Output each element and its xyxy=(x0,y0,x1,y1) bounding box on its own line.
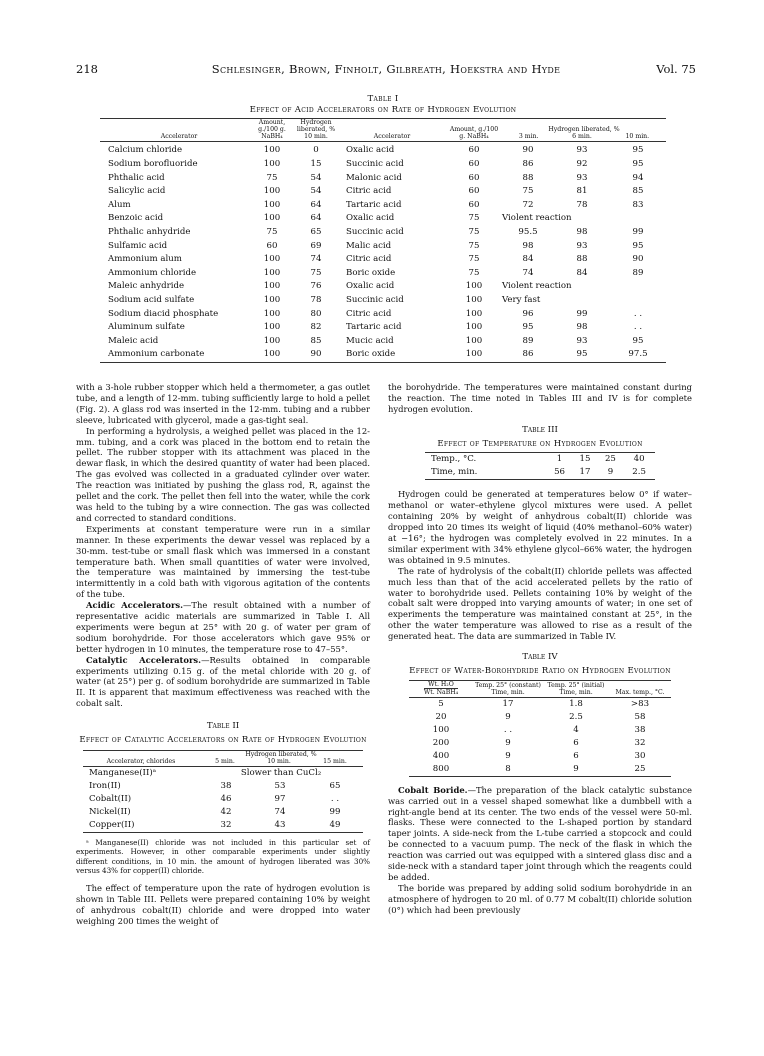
left-para-4 xyxy=(76,600,370,655)
acidic-accelerators-text: —The result obtained with a number of representative acidic materials are summarized in Table I. All experiments were begun at 25° with 20 g. of water per gram of sodium borohydride. For those accelerators which gave 95% or better hydrogen in 10 minutes, the temperature rose to 47–55°. xyxy=(76,600,370,654)
right-para-2: Hydrogen could be generated at temperatures below 0° if water–methanol or water–ethylene glycol mixtures were used. A pellet containing 20% by weight of anhydrous cobalt(II) chloride was dropped into 20 times its weight of liquid (40% methanol–60% water) at −16°; the hydrogen was completely evolved in 22 minutes. In a similar experiment with 34% ethylene glycol–66% water, the hydrogen was obtained in 9.5 minutes. xyxy=(388,489,692,565)
t3-row-time xyxy=(425,466,655,480)
page-number: 218 xyxy=(76,62,98,76)
table-2-label: Table II xyxy=(206,721,240,732)
t2-cell-v5: 42 xyxy=(220,806,232,817)
authors-line: Schlesinger, Brown, Finholt, Gilbreath, Hoekstra and Hyde xyxy=(211,62,561,76)
t2-cell-v10: 97 xyxy=(274,793,286,804)
t4-cell-c: 25 xyxy=(634,763,646,774)
t4-col-initial: Temp. 25° (initial) Time, min. xyxy=(543,680,609,697)
t3-temp-1: 1 xyxy=(556,454,563,465)
t1-cell-h3: 84 xyxy=(522,254,534,265)
t1-cell-a: Aluminum sulfate xyxy=(108,322,185,333)
t1-cell-h10: 90 xyxy=(632,254,644,265)
t1-cell-amt2: 75 xyxy=(468,213,480,224)
t3-time-2: 17 xyxy=(579,467,591,478)
t1-cell-h3: 74 xyxy=(522,267,534,278)
t4-cell-a: 8 xyxy=(505,763,511,774)
t2-cell-v15: 49 xyxy=(329,819,341,830)
left-para-5 xyxy=(76,655,370,710)
t2-cell-v15: . . xyxy=(330,793,340,804)
table-row xyxy=(83,819,363,833)
t1-cell-b: Citric acid xyxy=(346,186,392,197)
right-para-3: The rate of hydrolysis of the cobalt(II) chloride pellets was affected much less than that of the acid accelerated pellets by the ratio of water to borohydride used. Pellets containing 10% by weight of the cobalt salt were dropped into varying amounts of water; in one set of experiments the temperature was maintained constant at 25°, in the other the water temperature was allowed to rise as a result of the generated heat. The data are summarized in Table IV. xyxy=(388,565,692,642)
table-row xyxy=(100,335,666,349)
t4-cell-b: 6 xyxy=(573,737,579,748)
table-1-label: Table I xyxy=(367,94,399,104)
t3-temp-2: 15 xyxy=(579,454,591,465)
right-para-4 xyxy=(388,785,692,883)
t1-cell-h10: 85 xyxy=(632,186,644,197)
t1-cell-b: Oxalic acid xyxy=(346,213,395,224)
t1-cell-b: Oxalic acid xyxy=(346,145,395,156)
t1-cell-amt2: 100 xyxy=(465,322,483,333)
t1-cell-a: Ammonium alum xyxy=(108,254,182,265)
t4-cell-r: 200 xyxy=(432,737,450,748)
t1-cell-amt: 100 xyxy=(263,349,281,360)
t4-cell-b: 6 xyxy=(573,750,579,761)
t3-temp-4: 40 xyxy=(633,454,645,465)
t1-cell-a: Maleic acid xyxy=(108,335,159,346)
t1-cell-h3: 95.5 xyxy=(518,227,538,238)
t2-cell-accelerator: Manganese(II)ᵃ xyxy=(89,767,157,778)
t1-cell-h10: 97.5 xyxy=(628,349,648,360)
t1-cell-h3: 98 xyxy=(522,240,534,251)
cobalt-boride-heading: Cobalt Boride. xyxy=(398,784,468,795)
t4-cell-b: 1.8 xyxy=(569,698,583,709)
t3-time-1: 56 xyxy=(554,467,565,478)
table-row xyxy=(100,158,666,172)
t2-cell-v15: 65 xyxy=(329,780,341,791)
t2-cell-v10: 43 xyxy=(274,819,286,830)
t1-col-10min: 10 min. xyxy=(625,133,650,141)
t4-cell-r: 5 xyxy=(438,698,444,709)
t1-cell-h3: 89 xyxy=(522,335,534,346)
t2-cell-v5: 38 xyxy=(220,780,232,791)
table-row xyxy=(100,294,666,308)
t1-cell-a: Phthalic anhydride xyxy=(108,227,191,238)
left-para-1: with a 3-hole rubber stopper which held a thermometer, a gas outlet tube, and a length of 12-mm. tubing sufficiently large to hold a pellet (Fig. 2). A glass rod was inserted in the 12-mm. tubing and a rubber sleeve, lubricated with glycerol, made a gas-tight seal. xyxy=(76,382,370,425)
t4-body xyxy=(409,697,671,776)
t1-cell-h3: 86 xyxy=(522,349,534,360)
t3-time-label: Time, min. xyxy=(431,467,478,478)
table-1 xyxy=(100,94,666,363)
left-para-3: Experiments at constant temperature were run in a similar manner. In these experiments the dewar vessel was replaced by a 30-mm. test-tube or small flask which was immersed in a constant temperature bath. When small quantities of water were involved, the temperature was maintained by immersing the test-tube intermittently in a cold bath with vigorous agitation of the contents of the tube. xyxy=(76,523,370,600)
table-row xyxy=(83,766,363,780)
t1-cell-h6: 99 xyxy=(576,308,588,319)
t1-cell-h6: 95 xyxy=(576,349,588,360)
t1-cell-h10: 95 xyxy=(632,335,644,346)
t4-cell-a: . . xyxy=(503,724,513,735)
t3-time-3: 9 xyxy=(607,467,614,478)
t1-cell-h10: 95 xyxy=(632,145,644,156)
t1-cell-amt2: 100 xyxy=(465,335,483,346)
t4-col-maxtemp: Max. temp., °C. xyxy=(609,680,671,697)
t4-ratio-denominator: Wt. NaBH₄ xyxy=(423,688,459,696)
right-column xyxy=(388,382,692,916)
t1-cell-h6: 81 xyxy=(576,186,588,197)
t1-cell-h10: 95 xyxy=(632,240,644,251)
t1-cell-h10: . . xyxy=(633,308,643,319)
t1-cell-h10: 89 xyxy=(632,267,644,278)
running-header xyxy=(76,62,696,78)
t1-cell-amt: 100 xyxy=(263,281,281,292)
t1-cell-amt: 100 xyxy=(263,145,281,156)
table-row xyxy=(100,321,666,335)
t2-cell-span: Slower than CuCl₂ xyxy=(240,767,322,778)
table-row xyxy=(409,737,671,750)
t1-cell-a: Calcium chloride xyxy=(108,145,183,156)
t1-cell-h: 15 xyxy=(310,159,322,170)
t1-cell-span: Violent reaction xyxy=(502,213,572,224)
t1-body xyxy=(100,142,666,363)
t1-cell-h: 74 xyxy=(310,254,322,265)
table-3-title: Effect of Temperature on Hydrogen Evolution xyxy=(437,438,643,449)
t1-col-hydrogen: Hydrogen liberated, % 10 min. xyxy=(294,119,338,142)
table-row xyxy=(100,240,666,254)
table-4 xyxy=(409,680,671,777)
t1-cell-h6: 93 xyxy=(576,145,588,156)
t1-cell-b: Succinic acid xyxy=(346,295,404,305)
t1-cell-amt2: 75 xyxy=(468,240,480,251)
t1-cell-a: Salicylic acid xyxy=(108,186,166,197)
t1-cell-amt2: 100 xyxy=(465,308,483,319)
t1-cell-amt2: 75 xyxy=(468,227,480,238)
t1-cell-h10: 83 xyxy=(632,199,644,210)
t1-cell-h6: 98 xyxy=(576,227,588,238)
t1-cell-amt: 100 xyxy=(263,295,281,305)
t1-cell-amt: 60 xyxy=(266,240,278,251)
table-2 xyxy=(83,750,363,833)
table-row xyxy=(100,280,666,294)
table-row xyxy=(409,697,671,711)
t4-cell-a: 9 xyxy=(505,737,511,748)
table-4-label: Table IV xyxy=(522,652,558,663)
t4-cell-a: 9 xyxy=(505,711,511,722)
table-row xyxy=(409,763,671,777)
t1-cell-span: Violent reaction xyxy=(502,281,572,292)
t1-cell-h: 80 xyxy=(310,308,322,319)
t1-cell-h: 76 xyxy=(310,281,322,292)
t3-temp-label: Temp., °C. xyxy=(431,454,477,465)
t4-cell-r: 100 xyxy=(432,724,450,735)
t1-cell-a: Alum xyxy=(108,199,131,210)
t1-cell-a: Ammonium chloride xyxy=(108,267,197,278)
t1-cell-b: Boric oxide xyxy=(346,267,396,278)
t4-cell-a: 9 xyxy=(505,750,511,761)
table-row xyxy=(100,308,666,322)
t2-col-5min: 5 min. xyxy=(215,757,235,765)
t1-col-accelerator-2: Accelerator xyxy=(338,119,446,142)
t1-cell-b: Citric acid xyxy=(346,254,392,265)
t1-cell-amt2: 60 xyxy=(468,145,480,156)
t1-cell-h: 0 xyxy=(313,145,319,156)
acidic-accelerators-heading: Acidic Accelerators. xyxy=(86,600,184,611)
t4-cell-c: 58 xyxy=(634,711,646,722)
t4-cell-b: 9 xyxy=(573,763,579,774)
t1-cell-amt2: 100 xyxy=(465,281,483,292)
t2-col-group xyxy=(199,750,363,766)
t4-ratio-numerator: Wt. H₂O xyxy=(424,681,458,689)
t1-cell-b: Tartaric acid xyxy=(346,322,402,333)
t1-cell-a: Phthalic acid xyxy=(108,172,165,183)
t1-cell-h10: 95 xyxy=(632,159,644,170)
t1-cell-h3: 86 xyxy=(522,159,534,170)
t1-cell-amt: 100 xyxy=(263,159,281,170)
t1-cell-h: 65 xyxy=(310,227,322,238)
t1-cell-amt2: 60 xyxy=(468,172,480,183)
table-row xyxy=(409,750,671,763)
t1-cell-h6: 93 xyxy=(576,335,588,346)
t1-cell-span: Very fast xyxy=(502,295,541,305)
t2-cell-v10: 74 xyxy=(274,806,286,817)
t4-cell-c: 32 xyxy=(634,737,646,748)
t2-group-label: Hydrogen liberated, % xyxy=(245,750,317,758)
t1-cell-amt: 75 xyxy=(266,227,278,238)
t1-cell-b: Boric oxide xyxy=(346,349,396,360)
t3-temp-3: 25 xyxy=(604,454,616,465)
t1-cell-h6: 84 xyxy=(576,267,588,278)
right-para-5: The boride was prepared by adding solid sodium borohydride in an atmosphere of hydrogen to 20 ml. of 0.77 M cobalt(II) chloride solution (0°) which had been previously xyxy=(388,882,692,915)
t2-cell-v15: 99 xyxy=(329,806,341,817)
t1-cell-h: 85 xyxy=(310,335,322,346)
t4-cell-b: 4 xyxy=(573,724,579,735)
t3-row-temp xyxy=(425,453,655,467)
t2-col-10min: 10 min. xyxy=(267,757,291,765)
t1-cell-h: 90 xyxy=(310,349,322,360)
t1-cell-h6: 78 xyxy=(576,199,588,210)
t1-cell-h: 64 xyxy=(310,199,322,210)
table-row xyxy=(409,711,671,724)
t4-cell-c: >83 xyxy=(630,698,650,709)
t4-cell-c: 30 xyxy=(634,750,646,761)
t1-cell-amt: 100 xyxy=(263,213,281,224)
t1-hydrogen-group-label: Hydrogen liberated, % xyxy=(548,126,620,134)
t4-cell-r: 400 xyxy=(432,750,450,761)
t1-col-3min: 3 min. xyxy=(518,133,539,141)
t1-cell-amt2: 100 xyxy=(465,349,483,360)
t1-cell-amt2: 75 xyxy=(468,254,480,265)
t1-cell-h: 69 xyxy=(310,240,322,251)
table-3-label: Table III xyxy=(522,424,558,435)
t1-cell-a: Sodium borofluoride xyxy=(108,159,198,170)
t1-cell-h6: 98 xyxy=(576,322,588,333)
t1-cell-a: Benzoic acid xyxy=(108,213,164,224)
t1-cell-h6: 88 xyxy=(576,254,588,265)
t2-body xyxy=(83,766,363,832)
t1-cell-h3: 88 xyxy=(522,172,534,183)
t1-cell-h6: 93 xyxy=(576,172,588,183)
t1-cell-amt: 100 xyxy=(263,267,281,278)
t3-time-4: 2.5 xyxy=(632,467,646,478)
t4-cell-r: 20 xyxy=(435,711,447,722)
left-para-2: In performing a hydrolysis, a weighed pellet was placed in the 12-mm. tubing, and a cork was placed in the bottom end to retain the pellet. The rubber stopper with its attachment was placed in the dewar flask, in which the desired quantity of water had been placed. The gas evolved was collected in a graduated cylinder over water. The reaction was initiated by pushing the glass rod, R, against the pellet and the cork. The pellet then fell into the water, while the cork was held to the tubing by a wire connection. The gas was collected and corrected to standard conditions. xyxy=(76,425,370,523)
t1-col-hydrogen-group xyxy=(502,119,666,142)
table-row xyxy=(83,780,363,793)
table-row xyxy=(100,199,666,213)
volume-label: Vol. 75 xyxy=(656,62,696,76)
table-row xyxy=(83,793,363,806)
t1-cell-b: Malic acid xyxy=(346,240,392,251)
t1-cell-b: Malonic acid xyxy=(346,172,402,183)
t4-col-ratio xyxy=(409,680,473,697)
t4-cell-b: 2.5 xyxy=(569,711,583,722)
t1-cell-h: 82 xyxy=(310,322,322,333)
t1-cell-h6: 93 xyxy=(576,240,588,251)
table-2-footnote: ᵃ Manganese(II) chloride was not included in this particular set of experiments. However, in other comparable experiments under slightly different conditions, in 10 min. the amount of hydrogen liberated was 30% versus 43% for copper(II) chloride. xyxy=(76,837,370,876)
table-row xyxy=(100,253,666,267)
t2-cell-accelerator: Cobalt(II) xyxy=(89,793,132,804)
table-row xyxy=(83,806,363,819)
right-para-1: the borohydride. The temperatures were maintained constant during the reaction. The time noted in Tables III and IV is for complete hydrogen evolution. xyxy=(388,382,692,414)
t1-cell-b: Citric acid xyxy=(346,308,392,319)
table-row xyxy=(100,212,666,226)
table-2-title: Effect of Catalytic Accelerators on Rate of Hydrogen Evolution xyxy=(79,735,367,746)
t1-cell-amt2: 60 xyxy=(468,199,480,210)
t4-cell-r: 800 xyxy=(432,763,450,774)
t4-cell-c: 38 xyxy=(634,724,646,735)
table-row xyxy=(100,226,666,240)
t1-cell-b: Mucic acid xyxy=(346,335,394,346)
t1-cell-amt: 100 xyxy=(263,186,281,197)
t1-cell-h: 78 xyxy=(310,295,322,305)
cobalt-boride-text: —The preparation of the black catalytic substance was carried out in a vessel shaped somewhat like a dumbbell with a right-angle bend at its center. The two ends of the vessel were 50-ml. flasks. These were connected to the L-shaped portion by standard taper joints. A side-neck from the L-tube carried a stopcock and could be connected to a vacuum pump. The neck of the flask in which the reaction was carried out was equipped with a sintered glass disc and a side-neck with a standard taper joint through which the reagents could be added. xyxy=(388,784,693,882)
t1-cell-h3: 75 xyxy=(522,186,534,197)
table-row xyxy=(100,142,666,158)
table-row xyxy=(100,172,666,186)
t1-col-6min: 6 min. xyxy=(572,133,592,141)
t1-cell-amt: 75 xyxy=(266,172,278,183)
t1-cell-b: Tartaric acid xyxy=(346,199,402,210)
t1-cell-amt: 100 xyxy=(263,308,281,319)
t1-col-accelerator: Accelerator xyxy=(100,119,250,142)
t2-cell-accelerator: Iron(II) xyxy=(89,780,121,791)
t1-cell-b: Oxalic acid xyxy=(346,281,395,292)
t1-col-amount-2: Amount, g./100 g. NaBH₄ xyxy=(446,119,502,142)
t1-cell-amt2: 75 xyxy=(468,267,480,278)
t2-cell-accelerator: Copper(II) xyxy=(89,819,135,830)
t1-cell-h3: 72 xyxy=(522,199,534,210)
table-row xyxy=(409,724,671,737)
t1-cell-h10: 94 xyxy=(632,172,644,183)
left-para-6: The effect of temperature upon the rate of hydrogen evolution is shown in Table III. Pellets were prepared containing 10% by weight of anhydrous cobalt(II) chloride and were dropped into water weighing 200 times the weight of xyxy=(76,882,370,926)
t1-cell-h3: 90 xyxy=(522,145,534,156)
t1-cell-h10: 99 xyxy=(632,227,644,238)
t4-col-constant: Temp. 25° (constant) Time, min. xyxy=(473,680,543,697)
left-column xyxy=(76,382,370,926)
t1-cell-h: 54 xyxy=(310,172,322,183)
t2-col-accelerator: Accelerator, chlorides xyxy=(83,750,199,766)
t1-cell-b: Succinic acid xyxy=(346,159,404,170)
t1-cell-h: 75 xyxy=(310,267,322,278)
t1-cell-amt: 100 xyxy=(263,199,281,210)
t1-cell-amt: 100 xyxy=(263,254,281,265)
table-4-title: Effect of Water-Borohydride Ratio on Hydrogen Evolution xyxy=(409,665,671,676)
table-row xyxy=(100,185,666,199)
t2-cell-v5: 32 xyxy=(220,819,232,830)
t1-cell-a: Sodium diacid phosphate xyxy=(108,308,219,319)
t1-cell-h10: . . xyxy=(633,322,643,333)
t1-cell-a: Ammonium carbonate xyxy=(108,349,205,360)
t1-cell-b: Succinic acid xyxy=(346,227,404,238)
t1-cell-amt2: 60 xyxy=(468,186,480,197)
t1-cell-amt2: 60 xyxy=(468,159,480,170)
t1-cell-amt: 100 xyxy=(263,322,281,333)
catalytic-accelerators-text: —Results obtained in comparable experiments utilizing 0.15 g. of the metal chloride with 20 g. of water (at 25°) per g. of sodium borohydride are summarized in Table II. It is apparent that maximum effectiveness was reached with the cobalt salt. xyxy=(76,654,371,709)
t1-cell-h3: 95 xyxy=(522,322,534,333)
table-3 xyxy=(425,452,655,480)
t1-cell-h3: 96 xyxy=(522,308,534,319)
catalytic-accelerators-heading: Catalytic Accelerators. xyxy=(86,654,202,665)
t1-col-amount: Amount, g./100 g. NaBH₄ xyxy=(250,119,294,142)
table-row xyxy=(100,267,666,281)
t1-cell-amt2: 100 xyxy=(465,295,483,305)
t2-cell-v5: 46 xyxy=(220,793,232,804)
t1-cell-a: Sodium acid sulfate xyxy=(108,295,195,305)
t1-cell-h6: 92 xyxy=(576,159,588,170)
t2-cell-accelerator: Nickel(II) xyxy=(89,806,131,817)
t2-col-15min: 15 min. xyxy=(323,757,347,765)
t1-cell-a: Sulfamic acid xyxy=(108,240,168,251)
table-1-title: Effect of Acid Accelerators on Rate of Hydrogen Evolution xyxy=(249,104,517,115)
t4-cell-a: 17 xyxy=(502,698,514,709)
table-row xyxy=(100,348,666,362)
t1-cell-h: 64 xyxy=(310,213,322,224)
t1-cell-amt: 100 xyxy=(263,335,281,346)
t1-cell-h: 54 xyxy=(310,186,322,197)
t2-cell-v10: 53 xyxy=(274,780,286,791)
t1-cell-a: Maleic anhydride xyxy=(108,281,185,292)
